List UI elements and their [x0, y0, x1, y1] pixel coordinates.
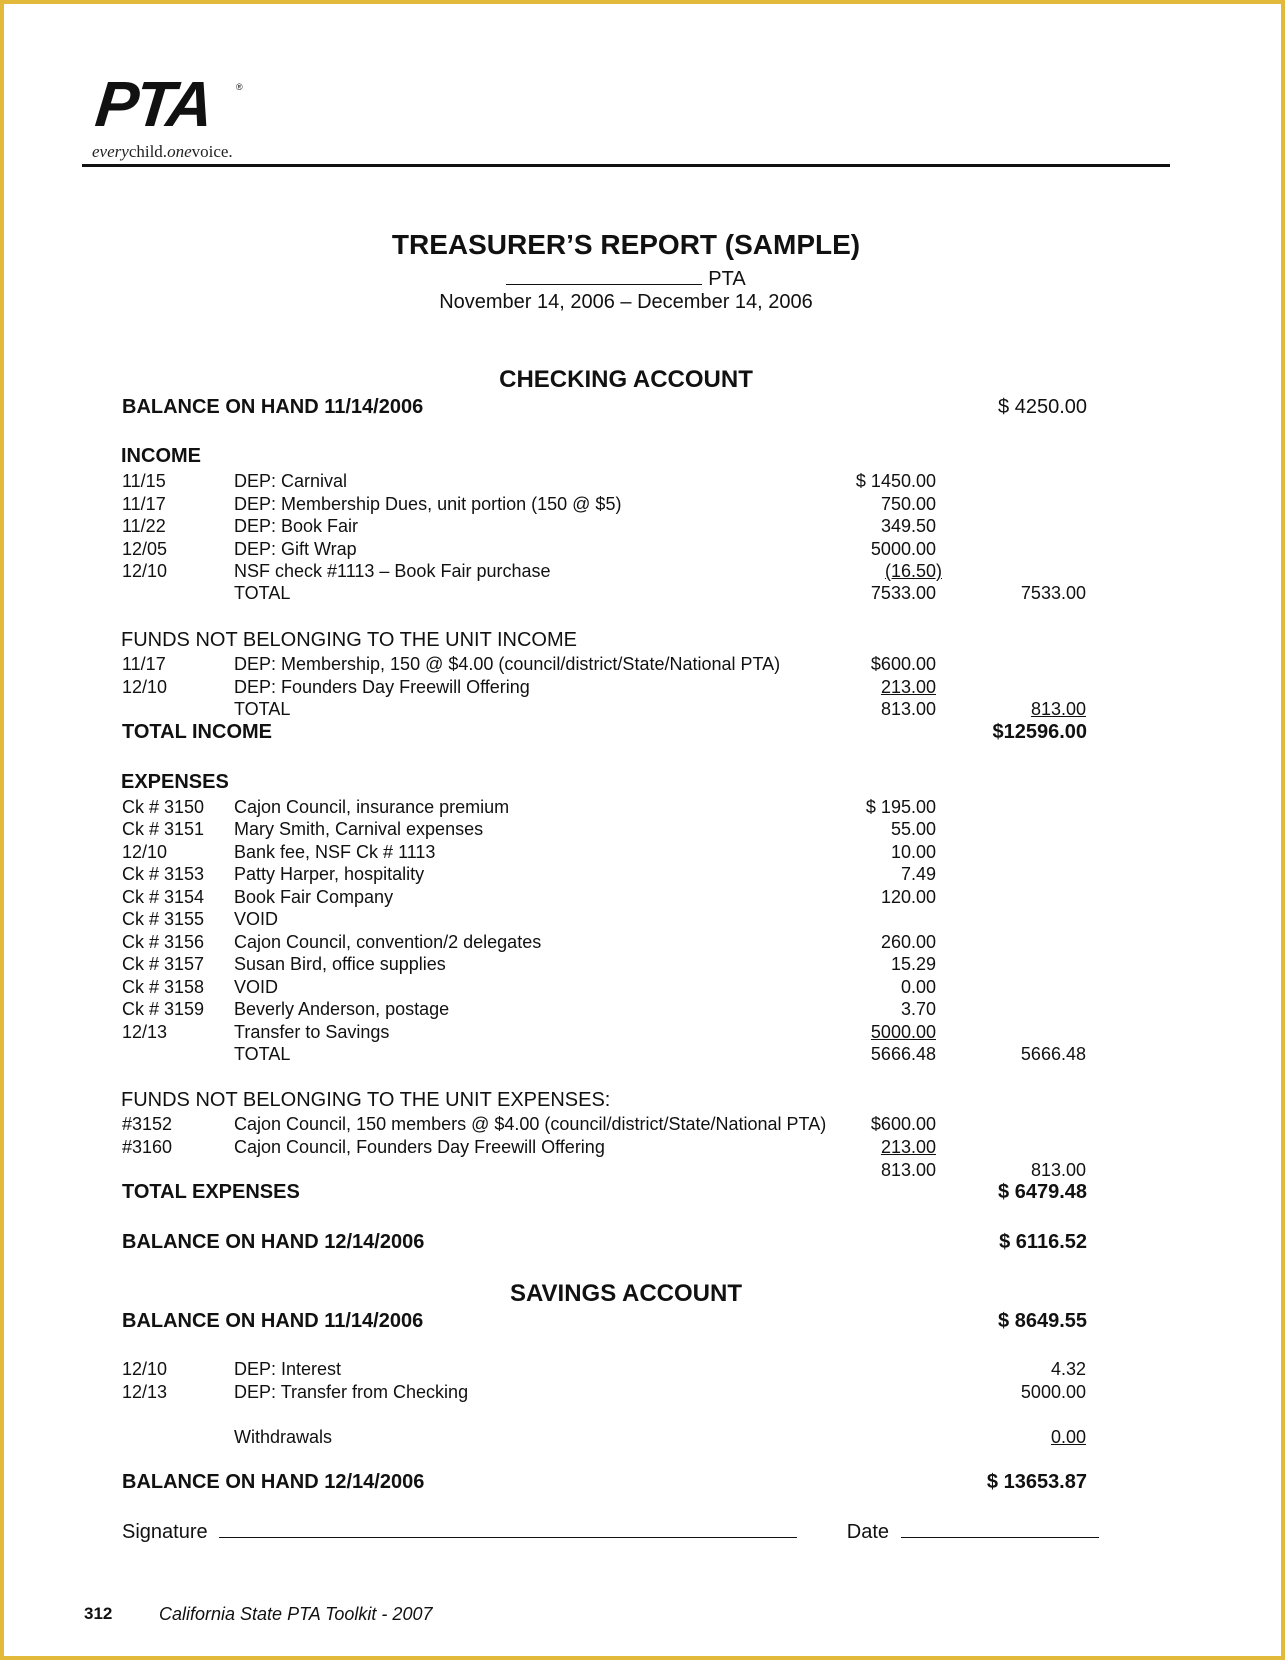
funds-income-total-row: TOTAL 813.00 813.00 [234, 699, 1086, 719]
expense-row: Ck # 3156 Cajon Council, convention/2 delegates 260.00 [122, 932, 936, 952]
funds-expense-heading: FUNDS NOT BELONGING TO THE UNIT EXPENSES: [121, 1089, 611, 1111]
expense-row: Ck # 3153 Patty Harper, hospitality 7.49 [122, 864, 936, 884]
header-rule [82, 164, 1170, 167]
checking-closing-balance: BALANCE ON HAND 12/14/2006 $ 6116.52 [122, 1231, 1087, 1253]
income-total-row: TOTAL 7533.00 7533.00 [234, 583, 1086, 603]
footer-text: California State PTA Toolkit - 2007 [159, 1604, 433, 1624]
total-income: TOTAL INCOME $12596.00 [122, 721, 1087, 743]
funds-expense-total-row: 813.00 813.00 [880, 1160, 1086, 1180]
expense-row: Ck # 3150 Cajon Council, insurance premium $ 195.00 [122, 797, 936, 817]
report-title: TREASURER’S REPORT (SAMPLE) [391, 229, 861, 260]
total-expenses: TOTAL EXPENSES $ 6479.48 [122, 1181, 1087, 1203]
page-number: 312 [84, 1604, 113, 1623]
pta-name-line: PTA [4, 266, 1248, 291]
signature-line: Signature Date [122, 1519, 1099, 1544]
expense-row: Ck # 3154 Book Fair Company 120.00 [122, 887, 936, 907]
signature-blank [219, 1519, 797, 1538]
expense-row: Ck # 3151 Mary Smith, Carnival expenses 55.00 [122, 819, 936, 839]
savings-opening-balance: BALANCE ON HAND 11/14/2006 $ 8649.55 [122, 1310, 1087, 1332]
income-row: 11/17 DEP: Membership Dues, unit portion (150 @ $5) 750.00 [122, 494, 936, 514]
pta-logo-tagline: everychild.onevoice. [92, 142, 233, 161]
pta-name-blank [506, 266, 702, 285]
expense-row: Ck # 3159 Beverly Anderson, postage 3.70 [122, 999, 936, 1019]
checking-heading: CHECKING ACCOUNT [499, 366, 753, 393]
report-date-range: November 14, 2006 – December 14, 2006 [439, 291, 813, 313]
expenses-heading: EXPENSES [121, 771, 229, 793]
pta-logo-mark: PTA [92, 68, 215, 140]
funds-income-heading: FUNDS NOT BELONGING TO THE UNIT INCOME [121, 629, 577, 651]
income-row: 11/15 DEP: Carnival $ 1450.00 [122, 471, 936, 491]
savings-withdrawals-row: Withdrawals 0.00 [234, 1427, 1086, 1447]
funds-income-row: 11/17 DEP: Membership, 150 @ $4.00 (council/district/State/National PTA) $600.00 [122, 654, 936, 674]
expense-row: Ck # 3158 VOID 0.00 [122, 977, 936, 997]
funds-expense-row: #3160 Cajon Council, Founders Day Freewill Offering 213.00 [122, 1137, 936, 1157]
expense-row: 12/13 Transfer to Savings 5000.00 [122, 1022, 936, 1042]
funds-income-row: 12/10 DEP: Founders Day Freewill Offering 213.00 [122, 677, 936, 697]
expense-row: Ck # 3155 VOID [122, 909, 279, 929]
savings-row: 12/10 DEP: Interest 4.32 [122, 1359, 1086, 1379]
checking-opening-balance: BALANCE ON HAND 11/14/2006 $ 4250.00 [122, 396, 1087, 418]
expense-row: Ck # 3157 Susan Bird, office supplies 15.29 [122, 954, 936, 974]
funds-expense-row: #3152 Cajon Council, 150 members @ $4.00 (council/district/State/National PTA) $600.00 [122, 1114, 936, 1134]
income-row: 12/10 NSF check #1113 – Book Fair purchase (16.50) [122, 561, 942, 581]
expense-row: 12/10 Bank fee, NSF Ck # 1113 10.00 [122, 842, 936, 862]
date-blank [901, 1519, 1099, 1538]
income-heading: INCOME [121, 445, 201, 467]
registered-mark: ® [236, 82, 243, 92]
income-row: 12/05 DEP: Gift Wrap 5000.00 [122, 539, 936, 559]
expense-total-row: TOTAL 5666.48 5666.48 [234, 1044, 1086, 1064]
savings-heading: SAVINGS ACCOUNT [509, 1280, 742, 1307]
income-row: 11/22 DEP: Book Fair 349.50 [122, 516, 936, 536]
savings-closing-balance: BALANCE ON HAND 12/14/2006 $ 13653.87 [122, 1471, 1087, 1493]
savings-row: 12/13 DEP: Transfer from Checking 5000.00 [122, 1382, 1086, 1402]
